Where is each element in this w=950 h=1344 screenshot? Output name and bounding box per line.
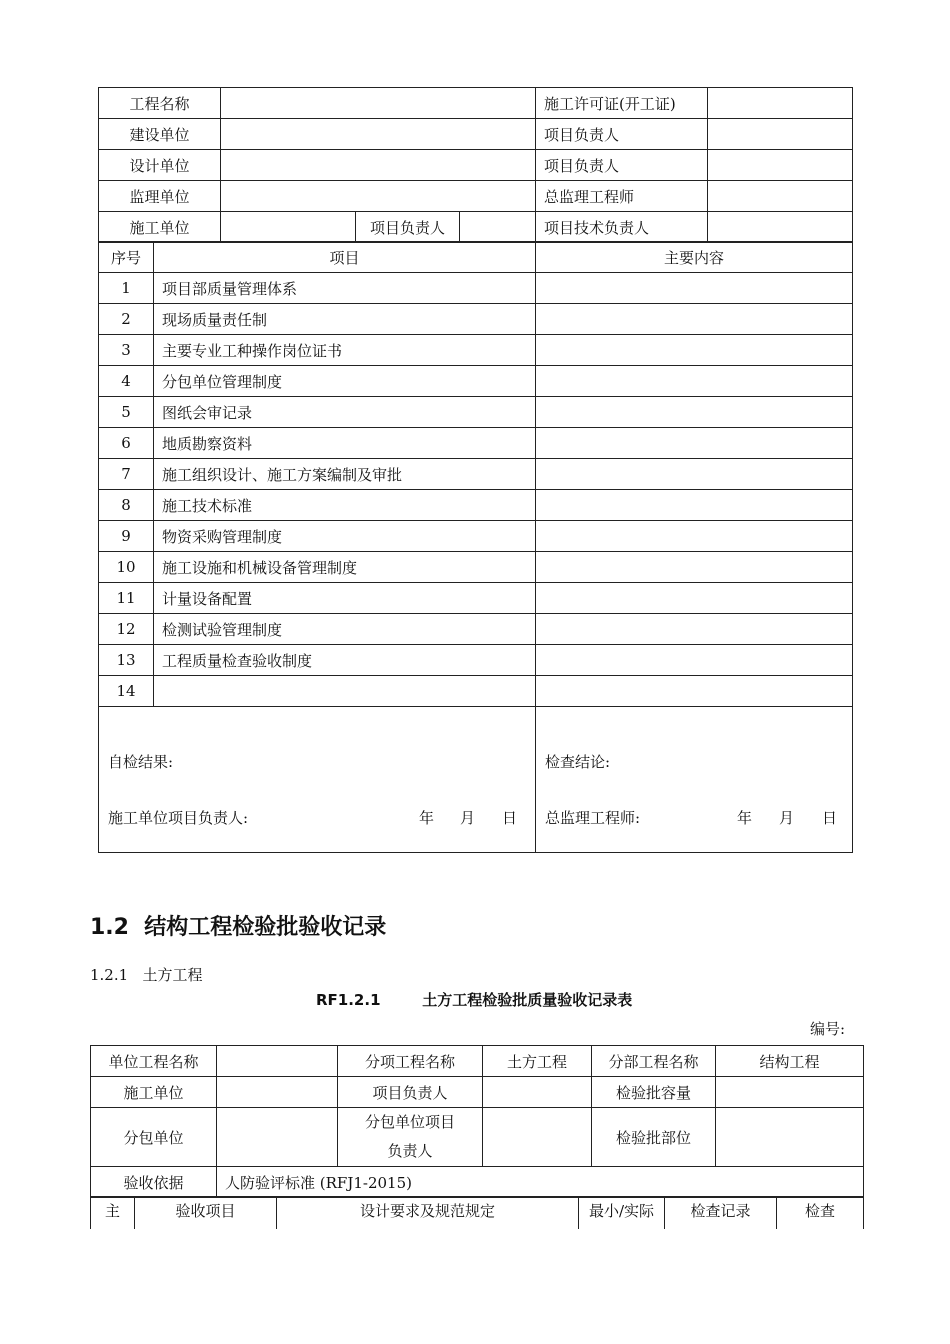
row-item: 施工技术标准	[154, 490, 536, 521]
row-no: 14	[99, 676, 154, 707]
row-item: 图纸会审记录	[154, 397, 536, 428]
unit-project-value[interactable]	[217, 1046, 338, 1077]
row-content[interactable]	[536, 335, 853, 366]
table-row	[99, 521, 853, 552]
row-item: 地质勘察资料	[154, 428, 536, 459]
row-content[interactable]	[536, 490, 853, 521]
chief-supervisor-label: 总监理工程师	[536, 181, 708, 212]
table-row	[99, 583, 853, 614]
date-day: 日	[502, 809, 518, 827]
sub-pm-value[interactable]	[483, 1108, 592, 1167]
date-month: 月	[460, 809, 476, 827]
contractor-value[interactable]	[221, 212, 356, 243]
check-conclusion-label: 检查结论:	[545, 753, 611, 771]
row-no: 5	[99, 397, 154, 428]
subcontractor-label: 分包单位	[91, 1108, 217, 1167]
batch-capacity-value[interactable]	[716, 1077, 864, 1108]
table-row	[99, 335, 853, 366]
row-no: 7	[99, 459, 154, 490]
project-name-value[interactable]	[221, 88, 536, 119]
acceptance-items-header	[90, 1196, 864, 1229]
tech-lead-label: 项目技术负责人	[536, 212, 708, 243]
acceptance-form-table	[90, 1045, 864, 1198]
tech-lead-value[interactable]	[708, 212, 853, 243]
permit-label: 施工许可证(开工证)	[536, 88, 708, 119]
table-row	[99, 645, 853, 676]
check-conclusion-cell[interactable]	[536, 707, 853, 853]
row-content[interactable]	[536, 459, 853, 490]
design-value[interactable]	[221, 150, 536, 181]
pm-value[interactable]	[483, 1077, 592, 1108]
supervisor-label: 监理单位	[99, 181, 221, 212]
table-row	[99, 490, 853, 521]
row-no: 12	[99, 614, 154, 645]
unit-project-label: 单位工程名称	[91, 1046, 217, 1077]
contractor-label: 施工单位	[91, 1077, 217, 1108]
items-table	[98, 241, 853, 853]
division-value[interactable]: 结构工程	[716, 1046, 864, 1077]
table-row	[99, 273, 853, 304]
owner-value[interactable]	[221, 119, 536, 150]
row-no: 2	[99, 304, 154, 335]
row-content[interactable]	[536, 273, 853, 304]
row-item: 主要专业工种操作岗位证书	[154, 335, 536, 366]
row-no: 6	[99, 428, 154, 459]
owner-pm-value[interactable]	[708, 119, 853, 150]
row-content[interactable]	[536, 614, 853, 645]
contractor-value[interactable]	[217, 1077, 338, 1108]
row-no: 3	[99, 335, 154, 366]
table-row	[99, 614, 853, 645]
row-item: 分包单位管理制度	[154, 366, 536, 397]
pm-label: 项目负责人	[338, 1077, 483, 1108]
sub-pm-label-line1: 分包单位项目	[364, 1113, 455, 1131]
design-req-header: 设计要求及规范规定	[277, 1197, 579, 1229]
sub-item-label: 分项工程名称	[338, 1046, 483, 1077]
table-row	[99, 552, 853, 583]
col-content-header: 主要内容	[536, 242, 853, 273]
date-day: 日	[822, 809, 838, 827]
row-content[interactable]	[536, 645, 853, 676]
contractor-label: 施工单位	[99, 212, 221, 243]
col-no-header: 序号	[99, 242, 154, 273]
division-label: 分部工程名称	[592, 1046, 716, 1077]
date-year: 年	[419, 809, 435, 827]
sub-pm-label	[338, 1108, 483, 1167]
row-no: 11	[99, 583, 154, 614]
chief-sign-label: 总监理工程师:	[545, 809, 641, 827]
sub-pm-label-line2: 负责人	[387, 1142, 433, 1160]
table-row	[99, 459, 853, 490]
contractor-sign-label: 施工单位项目负责人:	[108, 809, 249, 827]
row-no: 9	[99, 521, 154, 552]
subcontractor-value[interactable]	[217, 1108, 338, 1167]
section-heading: 1.2 结构工程检验批验收记录	[90, 915, 387, 940]
row-content[interactable]	[536, 552, 853, 583]
table-row	[99, 428, 853, 459]
table-row	[99, 304, 853, 335]
batch-location-label: 检验批部位	[592, 1108, 716, 1167]
row-content[interactable]	[536, 583, 853, 614]
row-content[interactable]	[536, 366, 853, 397]
row-content[interactable]	[536, 428, 853, 459]
design-pm-label: 项目负责人	[536, 150, 708, 181]
min-actual-header: 最小/实际	[579, 1197, 665, 1229]
row-item: 物资采购管理制度	[154, 521, 536, 552]
permit-value[interactable]	[708, 88, 853, 119]
owner-label: 建设单位	[99, 119, 221, 150]
row-item: 检测试验管理制度	[154, 614, 536, 645]
date-year: 年	[737, 809, 753, 827]
batch-location-value[interactable]	[716, 1108, 864, 1167]
table-row	[99, 397, 853, 428]
record-header: 检查记录	[665, 1197, 777, 1229]
subsection-heading: 1.2.1 土方工程	[90, 966, 203, 984]
row-item: 施工组织设计、施工方案编制及审批	[154, 459, 536, 490]
date-month: 月	[779, 809, 795, 827]
row-item: 施工设施和机械设备管理制度	[154, 552, 536, 583]
row-content[interactable]	[536, 304, 853, 335]
batch-capacity-label: 检验批容量	[592, 1077, 716, 1108]
row-item[interactable]	[154, 676, 536, 707]
table-row	[99, 676, 853, 707]
basis-value: 人防验评标准 (RFJ1-2015)	[217, 1167, 864, 1198]
design-label: 设计单位	[99, 150, 221, 181]
row-content[interactable]	[536, 397, 853, 428]
row-no: 4	[99, 366, 154, 397]
row-item: 工程质量检查验收制度	[154, 645, 536, 676]
col-item-header: 项目	[154, 242, 536, 273]
owner-pm-label: 项目负责人	[536, 119, 708, 150]
self-check-label: 自检结果:	[108, 753, 174, 771]
contractor-pm-value[interactable]	[460, 212, 536, 243]
self-check-cell[interactable]	[99, 707, 536, 853]
row-item: 计量设备配置	[154, 583, 536, 614]
row-content[interactable]	[536, 676, 853, 707]
sub-item-value[interactable]: 土方工程	[483, 1046, 592, 1077]
project-info-table	[98, 87, 853, 243]
row-no: 8	[99, 490, 154, 521]
form-number-label: 编号:	[810, 1020, 846, 1038]
row-no: 13	[99, 645, 154, 676]
project-name-label: 工程名称	[99, 88, 221, 119]
design-pm-value[interactable]	[708, 150, 853, 181]
contractor-pm-label: 项目负责人	[356, 212, 460, 243]
row-item: 项目部质量管理体系	[154, 273, 536, 304]
main-header: 主	[91, 1197, 135, 1229]
row-content[interactable]	[536, 521, 853, 552]
supervisor-value[interactable]	[221, 181, 536, 212]
check-item-header: 验收项目	[135, 1197, 277, 1229]
table-row	[99, 366, 853, 397]
basis-label: 验收依据	[91, 1167, 217, 1198]
row-item: 现场质量责任制	[154, 304, 536, 335]
form-title: RF1.2.1 土方工程检验批质量验收记录表	[316, 991, 633, 1009]
chief-supervisor-value[interactable]	[708, 181, 853, 212]
result-header: 检查	[777, 1197, 864, 1229]
row-no: 1	[99, 273, 154, 304]
row-no: 10	[99, 552, 154, 583]
